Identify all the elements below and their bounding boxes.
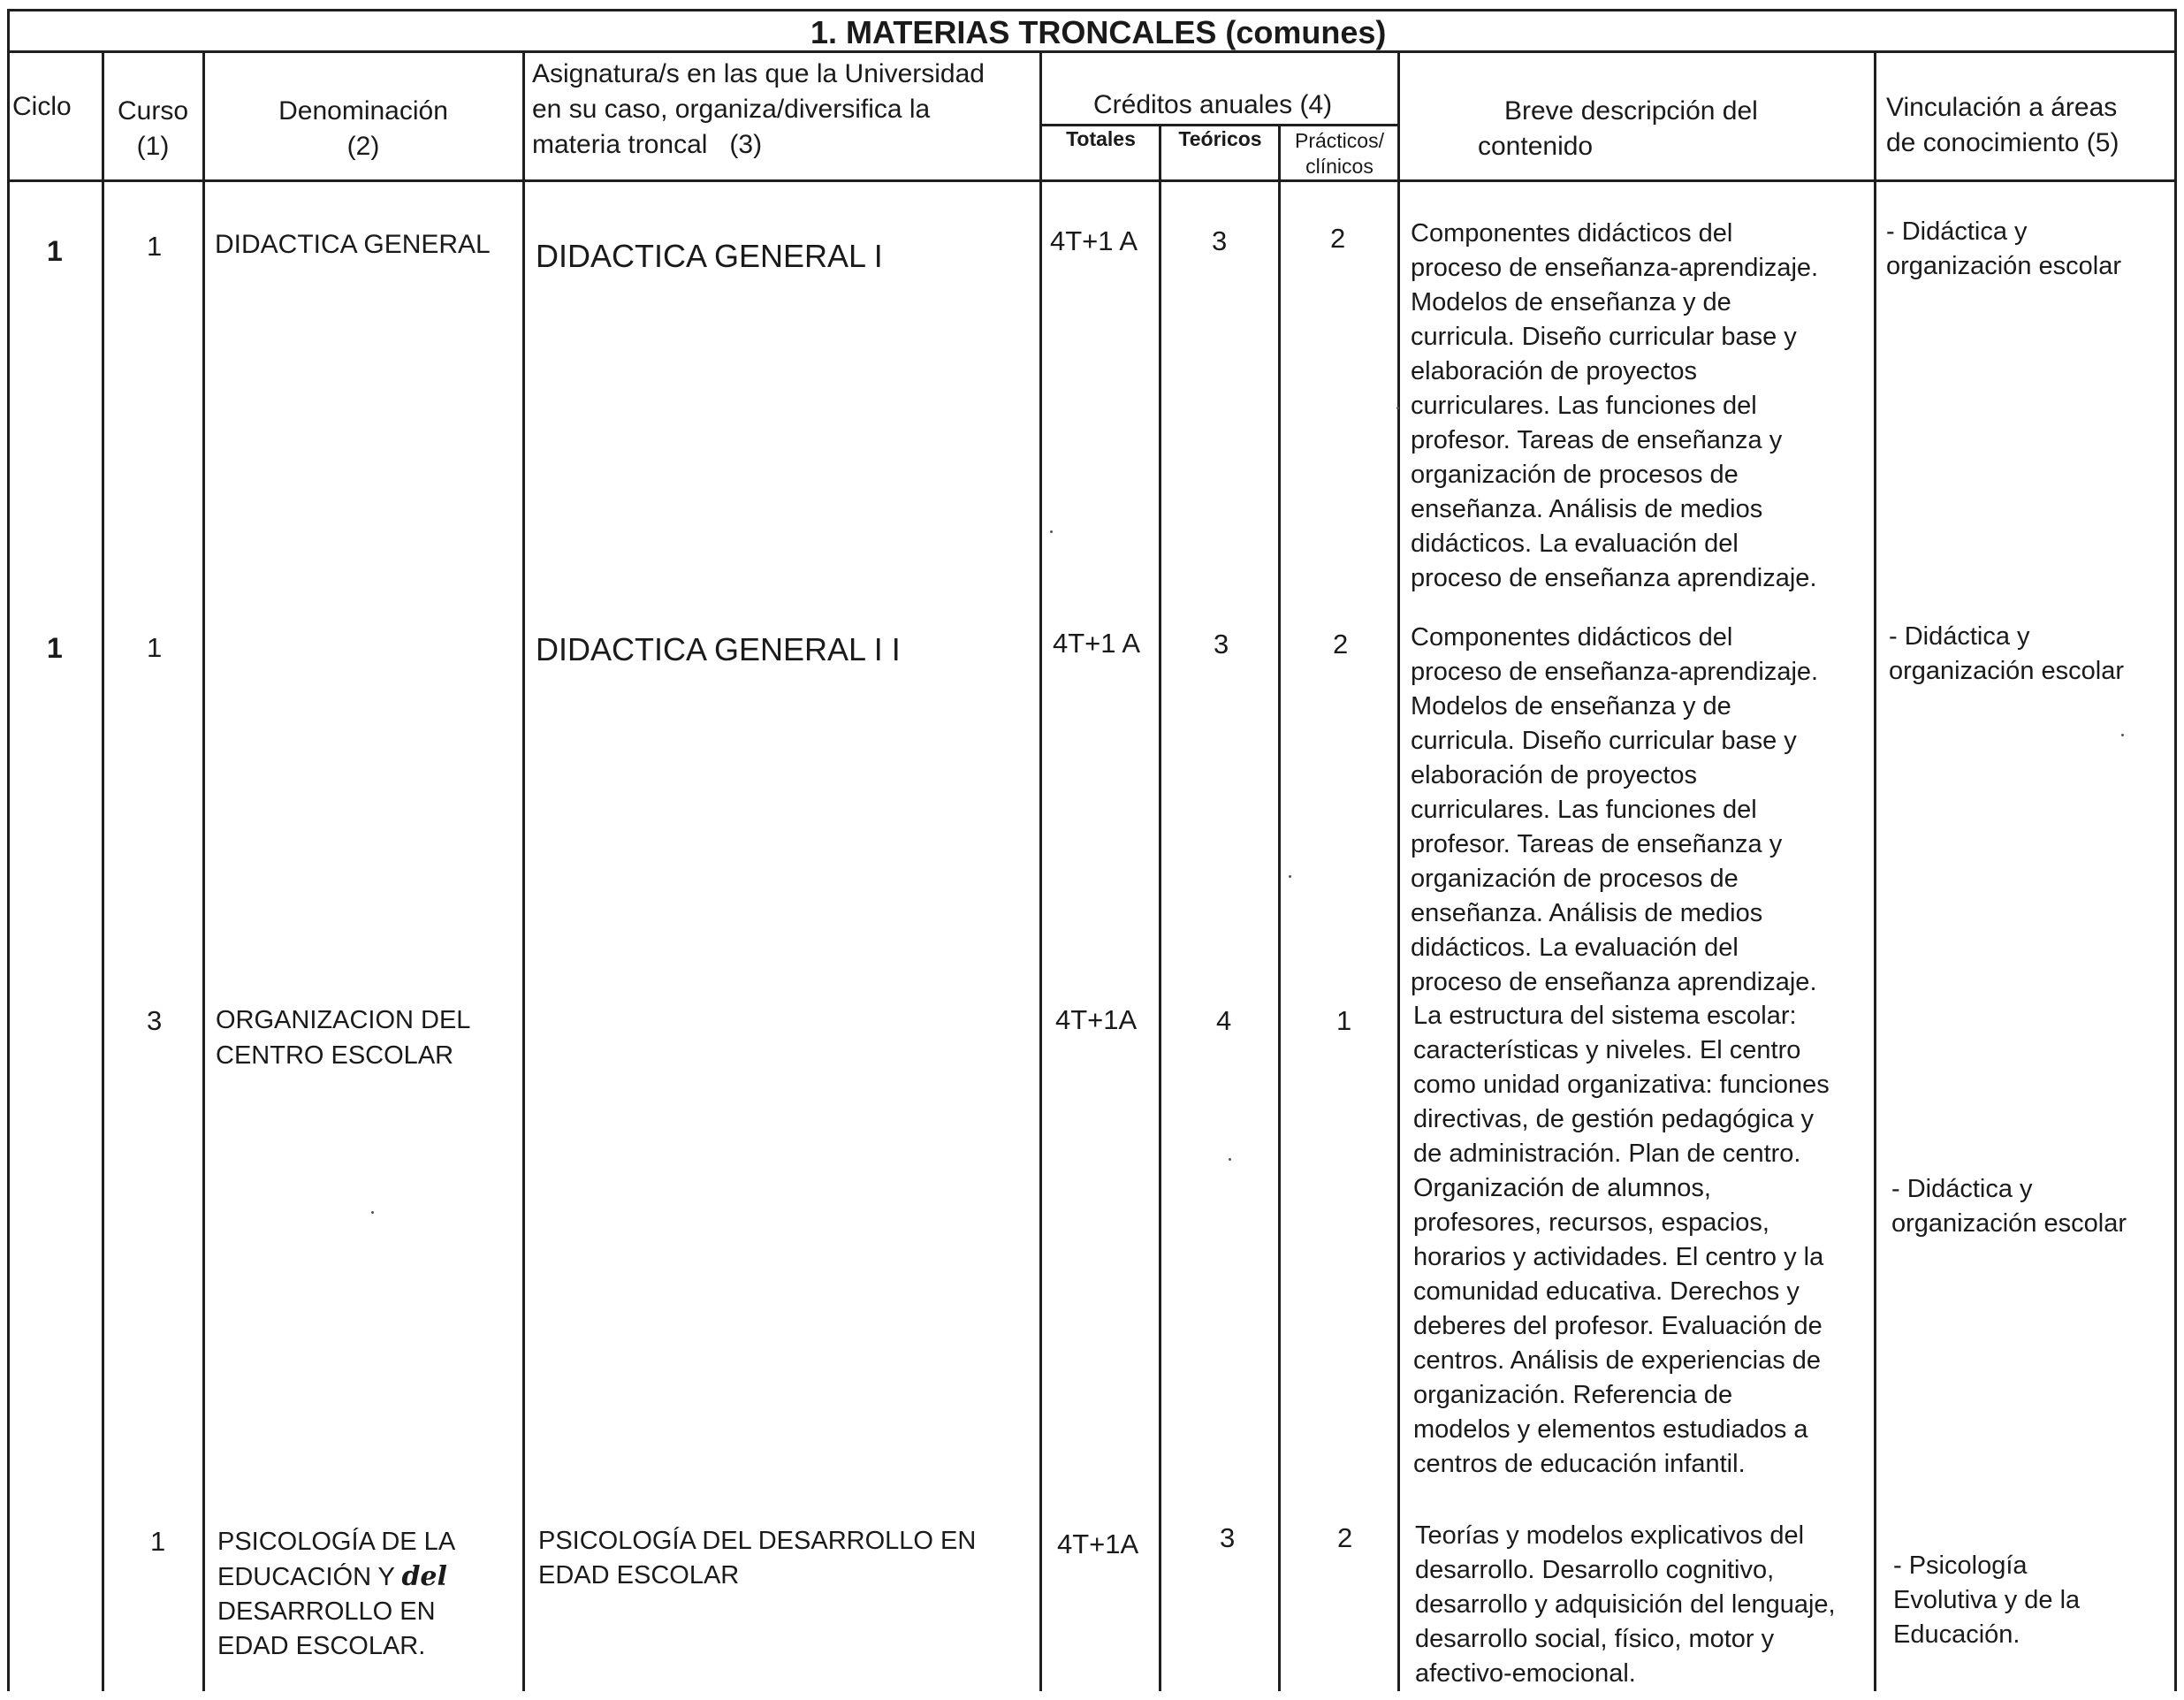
row2-asignatura: DIDACTICA GENERAL I I — [536, 631, 901, 667]
row2-descripcion — [1411, 621, 1818, 1000]
denominacion-line-text: EDUCACIÓN Y — [217, 1563, 395, 1591]
header-asignatura-line: materia troncal (3) — [532, 130, 763, 159]
desc-line: organización de procesos de — [1411, 461, 1739, 489]
row1-totales: 4T+1 A — [1050, 225, 1138, 256]
desc-line: curricula. Diseño curricular base y — [1411, 727, 1797, 755]
header-vinculacion-line: Vinculación a áreas — [1886, 93, 2118, 122]
rule-header-bottom — [7, 179, 2177, 182]
asignatura-line: EDAD ESCOLAR — [538, 1561, 740, 1589]
desc-line: curriculares. Las funciones del — [1411, 392, 1757, 420]
row4-curso: 1 — [150, 1526, 166, 1557]
header-denominacion-line: (2) — [346, 132, 380, 161]
row2-area — [1889, 620, 2124, 689]
row4-asignatura — [538, 1524, 976, 1593]
row2-teoricos: 3 — [1214, 629, 1229, 659]
desc-line: proceso de enseñanza aprendizaje. — [1411, 968, 1817, 996]
row1-practicos: 2 — [1330, 223, 1346, 254]
area-line: - Didáctica y — [1886, 217, 2028, 246]
header-vinculacion — [1886, 90, 2119, 161]
header-asignatura-line: en su caso, organiza/diversifica la — [532, 95, 931, 124]
desc-line: Teorías y modelos explicativos del — [1415, 1521, 1805, 1550]
desc-line: características y niveles. El centro — [1413, 1036, 1801, 1064]
denominacion-line: EDAD ESCOLAR. — [217, 1632, 426, 1660]
desc-line: como unidad organizativa: funciones — [1413, 1071, 1830, 1099]
rule-creditos-split — [1040, 124, 1397, 126]
desc-line: profesores, recursos, espacios, — [1413, 1208, 1769, 1237]
col-line-practicos — [1397, 50, 1400, 1691]
desc-line: comunidad educativa. Derechos y — [1413, 1277, 1800, 1306]
area-line: organización escolar — [1889, 657, 2124, 685]
rule-top — [7, 9, 2177, 11]
row4-totales: 4T+1A — [1057, 1528, 1139, 1559]
row4-practicos: 2 — [1337, 1522, 1353, 1553]
col-line-descripcion — [1874, 50, 1876, 1691]
row1-teoricos: 3 — [1212, 225, 1228, 256]
row3-curso: 3 — [147, 1005, 163, 1036]
desc-line: deberes del profesor. Evaluación de — [1413, 1312, 1823, 1340]
col-line-left — [7, 9, 10, 1691]
desc-line: organización. Referencia de — [1413, 1381, 1733, 1409]
header-ciclo: Ciclo — [12, 92, 72, 121]
desc-line: desarrollo y adquisición del lenguaje, — [1415, 1590, 1836, 1619]
scan-speck — [1396, 407, 1399, 409]
row2-totales: 4T+1 A — [1053, 628, 1141, 659]
scan-speck — [1050, 530, 1053, 533]
row3-teoricos: 4 — [1216, 1005, 1232, 1036]
desc-line: desarrollo. Desarrollo cognitivo, — [1415, 1556, 1775, 1584]
col-line-curso — [202, 50, 205, 1691]
header-curso — [103, 94, 203, 164]
desc-line: proceso de enseñanza aprendizaje. — [1411, 564, 1817, 592]
asignatura-line: PSICOLOGÍA DEL DESARROLLO EN — [538, 1527, 977, 1555]
header-descripcion — [1478, 94, 1758, 164]
row1-descripcion — [1411, 217, 1818, 596]
scan-speck — [1289, 875, 1291, 878]
area-line: - Didáctica y — [1889, 622, 2030, 651]
row1-area — [1886, 215, 2121, 284]
rule-title-bottom — [7, 50, 2177, 53]
desc-line: didácticos. La evaluación del — [1411, 530, 1739, 558]
desc-line: profesor. Tareas de enseñanza y — [1411, 830, 1783, 858]
desc-line: curricula. Diseño curricular base y — [1411, 323, 1797, 351]
row1-denominacion: DIDACTICA GENERAL — [215, 230, 491, 259]
desc-line: Componentes didácticos del — [1411, 623, 1733, 652]
row4-denominacion — [217, 1525, 455, 1664]
desc-line: centros de educación infantil. — [1413, 1450, 1746, 1478]
row4-area — [1893, 1549, 2080, 1652]
denominacion-line: ORGANIZACION DEL — [216, 1006, 471, 1034]
col-line-totales — [1159, 124, 1161, 1691]
desc-line: proceso de enseñanza-aprendizaje. — [1411, 254, 1819, 282]
row2-curso: 1 — [147, 632, 163, 663]
desc-line: enseñanza. Análisis de medios — [1411, 899, 1763, 927]
row4-descripcion — [1415, 1519, 1836, 1691]
desc-line: horarios y actividades. El centro y la — [1413, 1243, 1824, 1271]
desc-line: directivas, de gestión pedagógica y — [1413, 1105, 1815, 1133]
col-line-asignatura — [1039, 50, 1042, 1691]
row3-totales: 4T+1A — [1055, 1004, 1138, 1035]
row3-practicos: 1 — [1336, 1005, 1352, 1036]
desc-line: proceso de enseñanza-aprendizaje. — [1411, 658, 1819, 686]
col-line-teoricos — [1278, 124, 1281, 1691]
row1-asignatura: DIDACTICA GENERAL I — [536, 238, 883, 274]
denominacion-line — [217, 1559, 455, 1595]
desc-line: elaboración de proyectos — [1411, 761, 1698, 789]
row2-practicos: 2 — [1333, 629, 1349, 659]
desc-line: Modelos de enseñanza y de — [1411, 288, 1731, 316]
row4-teoricos: 3 — [1220, 1522, 1236, 1553]
header-curso-line: (1) — [136, 132, 170, 161]
area-line: Educación. — [1893, 1620, 2020, 1649]
header-denominacion — [203, 94, 523, 164]
desc-line: afectivo-emocional. — [1415, 1659, 1636, 1688]
scan-speck — [2121, 734, 2124, 736]
row3-denominacion — [216, 1002, 470, 1073]
area-line: Evolutiva y de la — [1893, 1586, 2081, 1614]
header-teoricos-label: Teóricos — [1178, 127, 1262, 150]
desc-line: desarrollo social, físico, motor y — [1415, 1625, 1775, 1653]
col-line-right — [2174, 9, 2177, 1691]
header-descripcion-line: Breve descripción del — [1504, 96, 1758, 126]
page-title: 1. MATERIAS TRONCALES (comunes) — [810, 14, 1387, 50]
header-curso-line: Curso — [117, 96, 189, 126]
header-asignatura — [532, 57, 985, 163]
denominacion-line: DESARROLLO EN — [217, 1597, 436, 1626]
desc-line: La estructura del sistema escolar: — [1413, 1002, 1797, 1030]
header-practicos-line: Prácticos/ — [1295, 129, 1384, 152]
desc-line: Modelos de enseñanza y de — [1411, 692, 1731, 720]
row2-ciclo: 1 — [47, 632, 63, 664]
desc-line: curriculares. Las funciones del — [1411, 796, 1757, 824]
desc-line: didácticos. La evaluación del — [1411, 934, 1739, 962]
scan-speck — [371, 1211, 374, 1214]
header-practicos — [1282, 129, 1397, 179]
denominacion-line: PSICOLOGÍA DE LA — [217, 1528, 456, 1556]
denominacion-line: CENTRO ESCOLAR — [216, 1041, 454, 1070]
header-vinculacion-line: de conocimiento (5) — [1886, 128, 2119, 157]
header-descripcion-line: contenido — [1478, 132, 1594, 161]
area-line: organización escolar — [1886, 252, 2121, 280]
header-asignatura-line: Asignatura/s en las que la Universidad — [532, 59, 985, 88]
row1-ciclo: 1 — [47, 235, 63, 267]
row1-curso: 1 — [147, 231, 163, 262]
handwritten-annotation: del — [401, 1561, 447, 1592]
header-totales-label: Totales — [1066, 127, 1136, 150]
desc-line: de administración. Plan de centro. — [1413, 1140, 1801, 1168]
desc-line: centros. Análisis de experiencias de — [1413, 1346, 1822, 1375]
desc-line: Organización de alumnos, — [1413, 1174, 1711, 1202]
area-line: - Didáctica y — [1891, 1175, 2033, 1203]
col-line-denominacion — [522, 50, 525, 1691]
header-creditos: Créditos anuales (4) — [1093, 90, 1333, 119]
row3-descripcion — [1413, 999, 1830, 1482]
header-totales — [1043, 129, 1159, 149]
col-line-ciclo — [102, 50, 104, 1691]
desc-line: profesor. Tareas de enseñanza y — [1411, 426, 1783, 454]
row3-area — [1891, 1172, 2127, 1241]
desc-line: Componentes didácticos del — [1411, 219, 1733, 248]
header-practicos-line: clínicos — [1305, 155, 1374, 178]
desc-line: elaboración de proyectos — [1411, 357, 1698, 385]
desc-line: enseñanza. Análisis de medios — [1411, 495, 1763, 523]
area-line: organización escolar — [1891, 1209, 2127, 1238]
desc-line: organización de procesos de — [1411, 865, 1739, 893]
scan-speck — [1229, 1158, 1231, 1161]
header-denominacion-line: Denominación — [278, 96, 448, 126]
area-line: - Psicología — [1893, 1551, 2028, 1580]
desc-line: modelos y elementos estudiados a — [1413, 1415, 1808, 1444]
header-teoricos — [1162, 129, 1278, 149]
